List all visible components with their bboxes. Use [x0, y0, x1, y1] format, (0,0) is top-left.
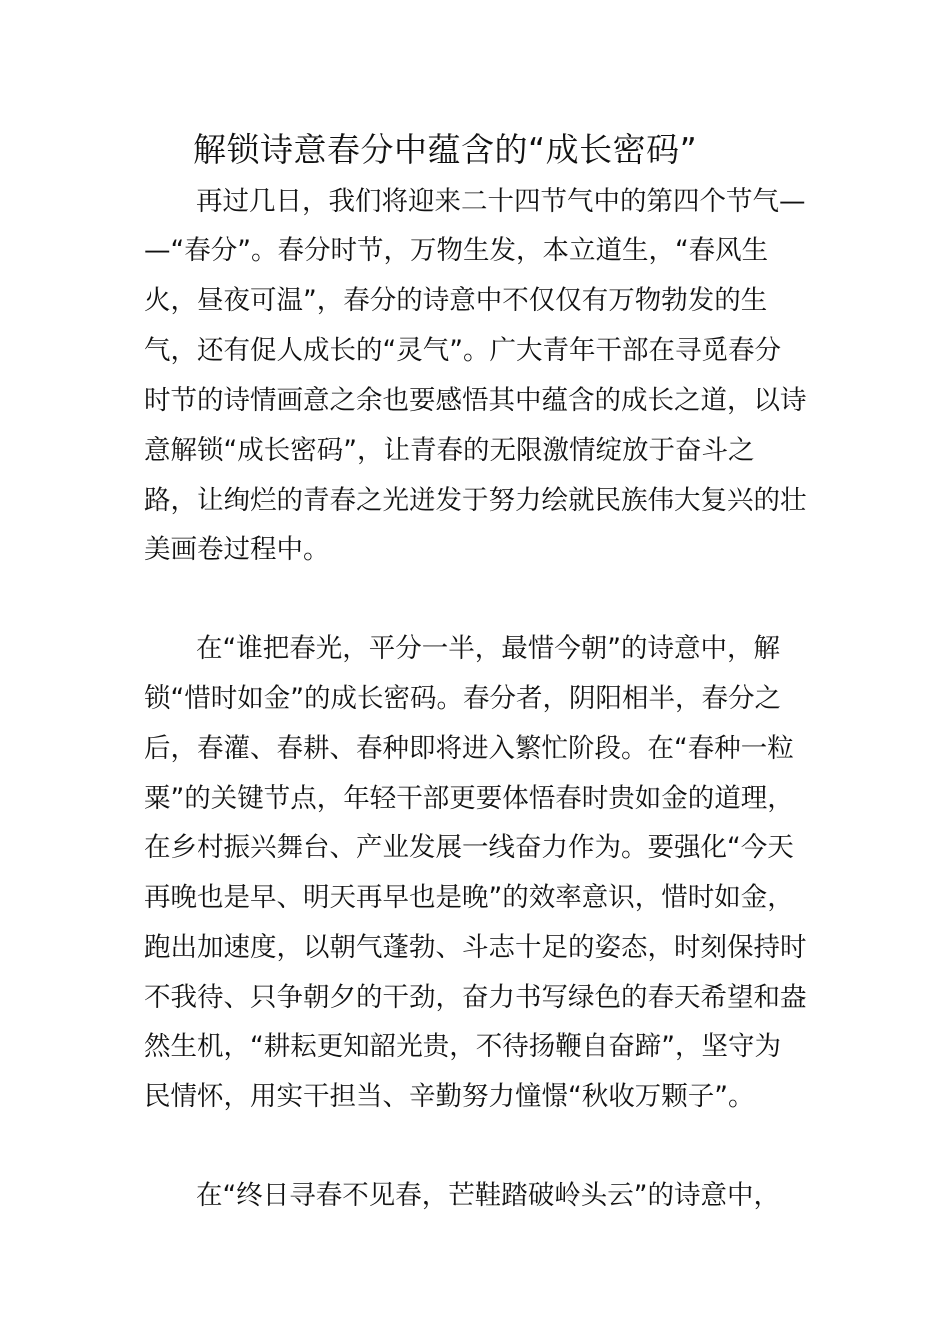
paragraph-1-line-3: 火，昼夜可温”，春分的诗意中不仅仅有万物勃发的生	[144, 285, 768, 316]
paragraph-1-line-5: 时节的诗情画意之余也要感悟其中蕴含的成长之道，以诗	[144, 385, 807, 416]
paragraph-2-line-2: 锁“惜时如金”的成长密码。春分者，阴阳相半，春分之	[144, 683, 781, 714]
paragraph-2-line-6: 再晚也是早、明天再早也是晚”的效率意识，惜时如金，	[144, 882, 794, 913]
paragraph-2-line-7: 跑出加速度，以朝气蓬勃、斗志十足的姿态，时刻保持时	[144, 932, 807, 963]
paragraph-3-line-1: 在“终日寻春不见春，芒鞋踏破岭头云”的诗意中，	[196, 1180, 780, 1211]
paragraph-1-line-2: —“春分”。春分时节，万物生发，本立道生，“春风生	[144, 235, 769, 266]
paragraph-2-line-10: 民情怀，用实干担当、辛勤努力憧憬“秋收万颗子”。	[144, 1081, 755, 1112]
paragraph-1-line-6: 意解锁“成长密码”，让青春的无限激情绽放于奋斗之	[144, 435, 755, 466]
paragraph-2-line-9: 然生机，“耕耘更知韶光贵，不待扬鞭自奋蹄”，坚守为	[144, 1031, 781, 1062]
paragraph-2-line-8: 不我待、只争朝夕的干劲，奋力书写绿色的春天希望和盎	[144, 982, 807, 1013]
paragraph-1-line-4: 气，还有促人成长的“灵气”。广大青年干部在寻觅春分	[144, 335, 781, 366]
paragraph-2-line-3: 后，春灌、春耕、春种即将进入繁忙阶段。在“春种一粒	[144, 733, 794, 764]
paragraph-2-line-5: 在乡村振兴舞台、产业发展一线奋力作为。要强化“今天	[144, 832, 794, 863]
document-title: 解锁诗意春分中蕴含的“成长密码”	[193, 130, 698, 169]
paragraph-2-line-4: 粟”的关键节点，年轻干部更要体悟春时贵如金的道理，	[144, 783, 794, 814]
paragraph-1-line-7: 路，让绚烂的青春之光迸发于努力绘就民族伟大复兴的壮	[144, 485, 807, 516]
paragraph-1-line-8: 美画卷过程中。	[144, 534, 330, 565]
paragraph-1-line-1: 再过几日，我们将迎来二十四节气中的第四个节气—	[196, 186, 806, 217]
paragraph-2-line-1: 在“谁把春光，平分一半，最惜今朝”的诗意中，解	[196, 633, 780, 664]
